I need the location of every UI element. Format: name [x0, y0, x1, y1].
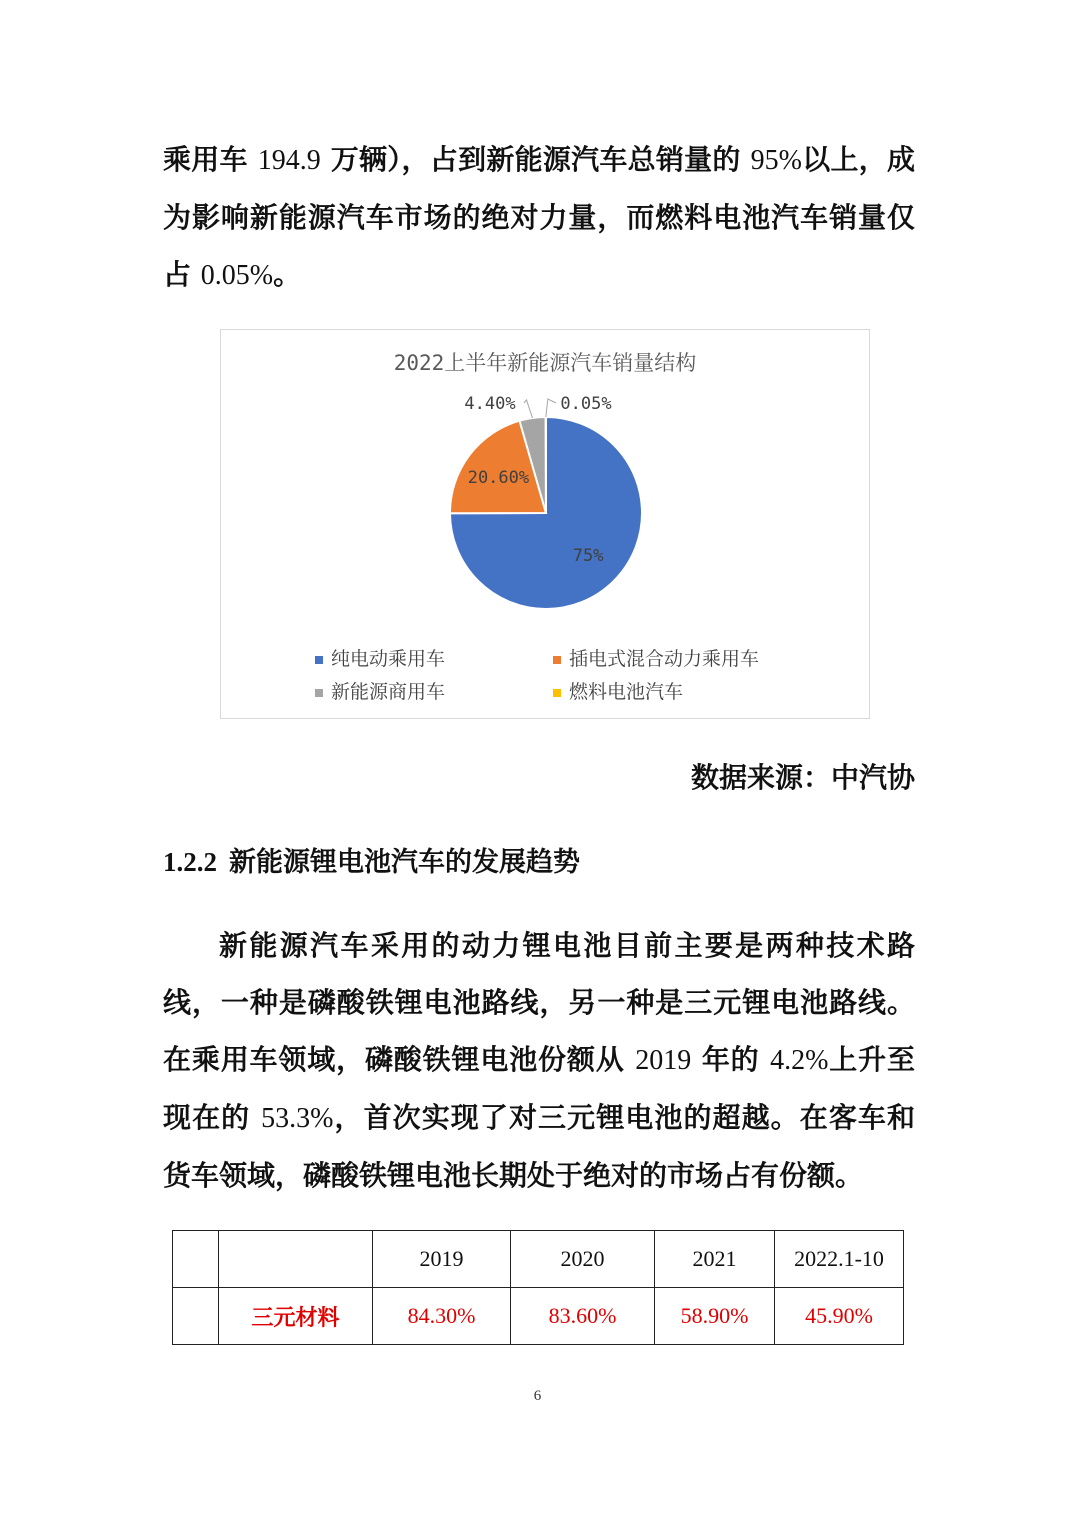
- number-run: 194.9: [257, 145, 321, 176]
- number-run: 4.2%: [770, 1045, 829, 1076]
- table-cell-label: 三元材料: [219, 1288, 373, 1345]
- legend-label: 燃料电池汽车: [569, 681, 684, 703]
- number-run: 95%: [750, 145, 802, 176]
- label-commercial: 4.40%: [464, 394, 516, 414]
- table-cell: 2020: [511, 1231, 655, 1288]
- legend-label: 新能源商用车: [331, 681, 446, 703]
- table-cell: 83.60%: [511, 1288, 655, 1345]
- section-title: 新能源锂电池汽车的发展趋势: [229, 847, 580, 878]
- legend-label: 插电式混合动力乘用车: [569, 648, 760, 670]
- chart-title: 2022上半年新能源汽车销量结构: [393, 351, 697, 375]
- table-cell: 45.90%: [775, 1288, 904, 1345]
- number-run: 2019: [635, 1045, 692, 1076]
- paragraph-trend: [163, 917, 915, 1204]
- table-row: [173, 1288, 904, 1345]
- pie-chart-svg: [221, 330, 869, 718]
- table-cell: 2021: [655, 1231, 775, 1288]
- text-run: 乘用车: [163, 143, 258, 176]
- text-run: 新能源汽车采用的动力锂电池目前主要是两种技术路线，一种是磷酸铁锂电池路线，另一种是三元锂电池路线。在乘用车领域，磷酸铁锂电池份额从: [163, 929, 915, 1076]
- legend-swatch: [315, 656, 323, 664]
- table-cell: 2019: [373, 1231, 511, 1288]
- number-run: 0.05%: [200, 260, 274, 291]
- legend-label: 纯电动乘用车: [331, 648, 446, 670]
- section-heading: [163, 840, 580, 879]
- table-cell: 84.30%: [373, 1288, 511, 1345]
- leader-line: [524, 400, 532, 418]
- text-run: 上升至现在的: [163, 1043, 916, 1134]
- legend-swatch: [553, 656, 561, 664]
- legend-swatch: [553, 689, 561, 697]
- material-share-table: [172, 1230, 904, 1345]
- text-run: 年的: [691, 1043, 771, 1076]
- paragraph-intro: [163, 131, 915, 304]
- label-battery-electric: 75%: [572, 546, 604, 567]
- legend-swatch: [315, 689, 323, 697]
- table-cell: [173, 1288, 219, 1345]
- table-cell: 2022.1-10: [775, 1231, 904, 1288]
- data-source: 数据来源：中汽协: [690, 761, 915, 794]
- table-header-row: [173, 1231, 904, 1288]
- section-number: 1.2.2: [163, 847, 217, 877]
- table-cell: 58.90%: [655, 1288, 775, 1345]
- text-run: ，首次实现了对三元锂电池的超越。在客车和货车领域，磷酸铁锂电池长期处于绝对的市场占有份额。: [163, 1101, 915, 1192]
- label-plugin-hybrid: 20.60%: [467, 468, 530, 489]
- text-run: 。: [273, 258, 302, 291]
- label-fuel-cell: 0.05%: [560, 394, 612, 414]
- text-run: 万辆），占到新能源汽车总销量的: [320, 143, 751, 176]
- number-run: 53.3%: [261, 1103, 334, 1134]
- page-number: 6: [533, 1388, 542, 1404]
- text-run: 以上，成为影响新能源汽车市场的绝对力量，而燃料电池汽车销量仅占: [163, 143, 915, 291]
- table-cell: [173, 1231, 219, 1288]
- pie-chart: [220, 329, 870, 719]
- table-cell: [219, 1231, 373, 1288]
- leader-line: [546, 399, 556, 417]
